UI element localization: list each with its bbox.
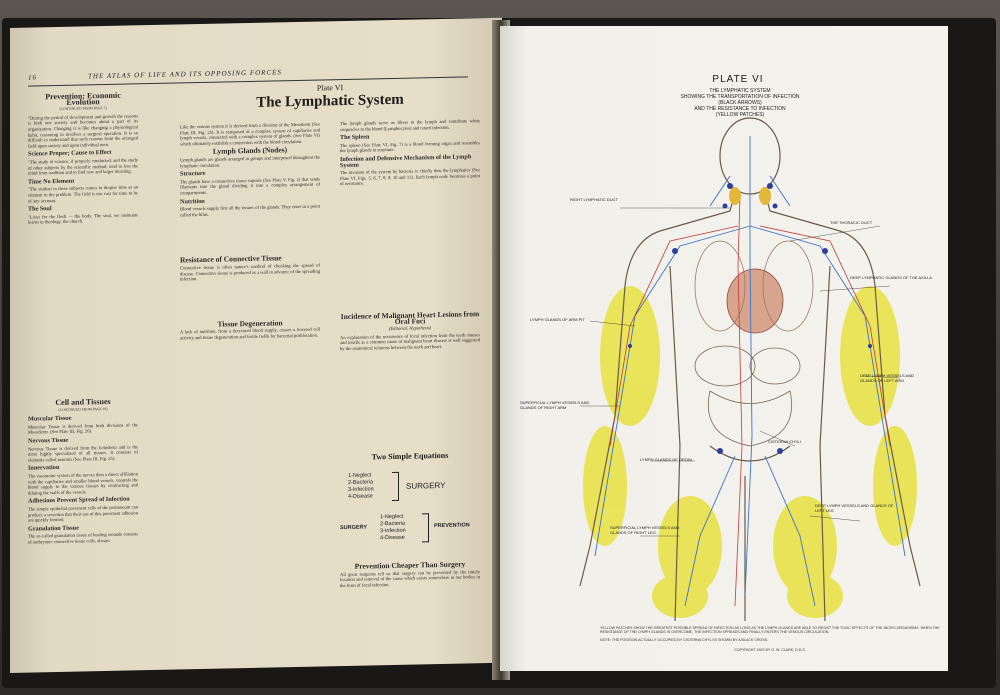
caption-text: YELLOW PATCHES SHOW THE GREATEST POSSIBLE SPREAD OF INFECTION AS LONG AS THE LYMPH GLANDS ARE ABLE TO RESIST THE TOXIC EFFECTS OF THE MICRO-ORGANISMS. WHEN THE RESISTANCE OF THE LYMPH GLANDS IS OVERCOME, THE INFECTION SPREADS AND FINALLY ENTERS THE VENOUS CIRCULATION. xyxy=(600,626,940,635)
lymph-filter-text: The lymph glands serve as filters to the lymph and contribute white corpuscles to the blood (Lymphocytes) and retard infection. xyxy=(340,118,480,132)
copyright: COPYRIGHT 1929 BY O. W. CLARK, D.D.S. xyxy=(734,648,806,653)
plate-label: Plate VI xyxy=(316,83,344,93)
eq1-item: 3-Infection xyxy=(348,486,374,493)
subtitle-line: SHOWING THE TRANSPORTATION OF INFECTION xyxy=(680,94,800,100)
label-groin: LYMPH GLANDS OF GROIN xyxy=(640,457,692,462)
section-heading: The Soul xyxy=(28,205,52,213)
section-body: The glands have a connective tissue capsule (See Plate V, Fig. 2) that sends filaments into the gland dividing it into a complex arrangement of compartments. xyxy=(180,176,320,196)
label-cisterna: CISTERNA CHYLI xyxy=(768,439,801,444)
section-body: Lymph glands are glands arranged in groups and interposed throughout the lymphatic circulation. xyxy=(180,154,320,169)
section-body: Nervous Tissue is derived from the Ectoderm and is the most highly specialized of all tissues. It consists of elements called neurons (See Plate III, Fig. 25). xyxy=(28,443,138,463)
column-cell-tissues xyxy=(28,395,138,662)
label-superficial-right-arm: SUPERFICIAL LYMPH VESSELS AND GLANDS OF RIGHT ARM xyxy=(520,400,590,410)
yellow-patches xyxy=(583,286,917,618)
prevention-heading: Prevention; Economic Evolution xyxy=(45,90,121,107)
label-superficial-right-leg: SUPERFICIAL LYMPH VESSELS AND GLANDS OF RIGHT LEG xyxy=(610,525,680,535)
column-prevention xyxy=(28,89,138,391)
eq1-item: 4-Disease xyxy=(348,493,373,500)
malignant-body: An explanation of the occurrence of focal infection from the teeth sinuses and tonsils as a common cause of malignant heart disease is well suggested by the anatomical relations between the teeth and heart. xyxy=(340,331,480,352)
equations-heading: Two Simple Equations xyxy=(371,450,449,462)
eq2-item: 2-Bacteria xyxy=(380,520,406,528)
section-heading: Lymph Glands (Nodes) xyxy=(212,145,288,157)
eq2-result: PREVENTION xyxy=(434,522,470,530)
section-body: A lack of nutrition, from a decreased blood supply, causes a lowered cell activity and tissue degeneration and fertile fields for bacterial proliferation. xyxy=(180,326,320,341)
running-header xyxy=(28,62,468,86)
section-body: Connective tissue is often nature's method of checking the spread of disease. Connective tissue is produced as a wall in advance of the spreading infection. xyxy=(180,262,320,282)
continued-note: (CONTINUED FROM PAGE 10) xyxy=(58,406,108,412)
section-heading: Structure xyxy=(180,170,206,178)
section-body: Muscular Tissue is derived from both divisions of the Mesoderm. (See Plate III, Fig. 26). xyxy=(28,422,138,435)
section-body: The simple epithelial pavement cells of the peritoneum can produce a secretion that their use of this pavement adhesion are quickly formed. xyxy=(28,504,138,523)
section-heading: Muscular Tissue xyxy=(28,414,72,423)
section-heading: Science Proper; Cause to Effect xyxy=(28,149,112,158)
section-body: "The student in these subjects comes to despise time as an element in the problem. The field is too vast for time to be of any account. xyxy=(28,184,138,204)
section-body: "The study of science, if properly conducted, and the study of other subjects by the scientific method, tend to free the mind from tradition and to find new and larger meaning. xyxy=(28,157,138,176)
section-heading: Tissue Degeneration xyxy=(217,317,283,329)
lymphatic-system-illustration xyxy=(560,116,940,621)
left-page xyxy=(10,18,502,673)
subtitle-line: (YELLOW PATCHES) xyxy=(715,112,765,118)
page-title: The Lymphatic System xyxy=(256,91,404,111)
section-body: "Lives for the flesh — the body. The soul, we insinuate learns in theology, the church. xyxy=(28,212,138,225)
column-prevention-surgery xyxy=(340,558,480,656)
plate-subtitle xyxy=(650,88,830,118)
section-heading: Innervation xyxy=(28,464,60,472)
section-body: The spleen (See Plate VI, Fig. 7) is a blood forming organ and resembles the lymph glands in structure. xyxy=(340,139,480,154)
right-page xyxy=(500,26,948,671)
section-heading: Nervous Tissue xyxy=(28,436,69,445)
running-title: THE ATLAS OF LIFE AND ITS OPPOSING FORCES xyxy=(88,68,282,81)
malignant-sub: (Editorial, Hypothesis) xyxy=(388,325,432,332)
page-number: 16 xyxy=(28,73,37,82)
label-deep-left-arm: DEEP LYMPH VESSELS AND GLANDS OF LEFT ARM xyxy=(860,373,915,383)
prevention-cheaper-heading: Prevention Cheaper Than Surgery xyxy=(354,559,466,571)
section-heading: Adhesions Prevent Spread of Infection xyxy=(28,495,130,505)
section-body: The so-called granulation tissue of healing wounds consists of embryonic connective tissue cells, always xyxy=(28,531,138,545)
equation-two xyxy=(340,512,480,553)
label-right-duct: RIGHT LYMPHATIC DUCT xyxy=(570,197,619,202)
subtitle-line: AND THE RESISTANCE TO INFECTION xyxy=(694,106,786,112)
eq2-left: SURGERY xyxy=(340,524,367,532)
section-body: The vasomotor system of the nerves then a direct affiliation with the capillaries and smaller blood vessels, controls the blood supply to the various tissues by contracting and dilating the walls of the vessels. xyxy=(28,471,138,496)
section-heading: Resistance of Connective Tissue xyxy=(180,253,282,265)
eq1-brace xyxy=(392,472,399,501)
section-heading: Infection and Defensive Mechanism of the Lymph System xyxy=(340,153,472,169)
column-lymph-glands xyxy=(180,122,320,665)
plate-title: PLATE VI xyxy=(712,74,764,85)
section-body: The invasion of the system by bacteria is chiefly thru the lymphatics (See Plate VI, Figs. 5, 6, 7, 8, 9, 10 and 11). Each lymph node becomes a point of resistance. xyxy=(340,167,480,187)
column-malignant xyxy=(340,308,480,431)
label-deep-left-leg: DEEP LYMPH VESSELS AND GLANDS OF LEFT LEG xyxy=(815,503,894,513)
organs xyxy=(695,241,813,446)
eq2-item: 3-Infection xyxy=(380,527,406,535)
section-heading: The Spleen xyxy=(340,133,370,142)
eq1-result: SURGERY xyxy=(406,480,446,491)
equation-one xyxy=(340,470,480,511)
plate-caption xyxy=(600,626,940,653)
label-arm-pit: LYMPH GLANDS OF ARM PIT xyxy=(530,317,585,322)
eq1-item: 2-Bacteria xyxy=(348,479,374,486)
cell-tissues-heading: Cell and Tissues xyxy=(55,396,111,408)
section-heading: Nutrition xyxy=(180,197,205,205)
column-spleen xyxy=(340,118,480,301)
subtitle-line: (BLACK ARROWS) xyxy=(718,100,762,106)
prevention-cheaper-body: All great surgeons tell us that surgery can be prevented by the timely location and removal of the cause which exists somewhere in our bodies in the form of focal infection. xyxy=(340,568,480,588)
subtitle-line: THE LYMPHATIC SYSTEM xyxy=(709,88,771,94)
section-heading: Granulation Tissue xyxy=(28,524,79,533)
eq2-item: 1-Neglect xyxy=(380,513,404,521)
label-deep-lymphatic: DEEP LYMPHATIC GLANDS OF THE AXILLA xyxy=(850,275,932,280)
lymph-intro: Like the venous system it is derived from a division of the Mesoderm (See Plate III, Fig. 25). It is composed of a complex system of capillaries and lymph vessels, connected with a complex system of glands. (See Plate VI) which ultimately establish a connection with the blood circulation. xyxy=(180,121,320,147)
prevention-body: "During the period of development and growth the reasons is both one society and becomes about a part of its organization. Changing it is like changing a physiological habit, reasoning in involves a surgical operation. It is so difficult to understand that such reasons from the arranged field upon society and upon individual men. xyxy=(28,113,138,149)
label-thoracic-duct: THE THORACIC DUCT xyxy=(830,220,873,225)
eq1-item: 1-Neglect xyxy=(348,472,372,479)
caption-note: NOTE: THE POSITION ACTUALLY OCCUPIED BY CISTERNA CHYLI IS SHOWN BY A BLACK CROSS. xyxy=(600,637,769,642)
section-heading: Time No Element xyxy=(28,177,75,186)
eq2-brace xyxy=(422,513,429,542)
continued-note: (CONTINUED FROM PAGE 7) xyxy=(59,106,107,112)
eq2-item: 4-Disease xyxy=(380,534,405,542)
malignant-heading: Incidence of Malignant Heart Lesions from Oral Foci xyxy=(340,309,480,326)
section-body: Blood vessels supply first all the tissues of the glands. They enter at a point called the hilus. xyxy=(180,203,320,218)
